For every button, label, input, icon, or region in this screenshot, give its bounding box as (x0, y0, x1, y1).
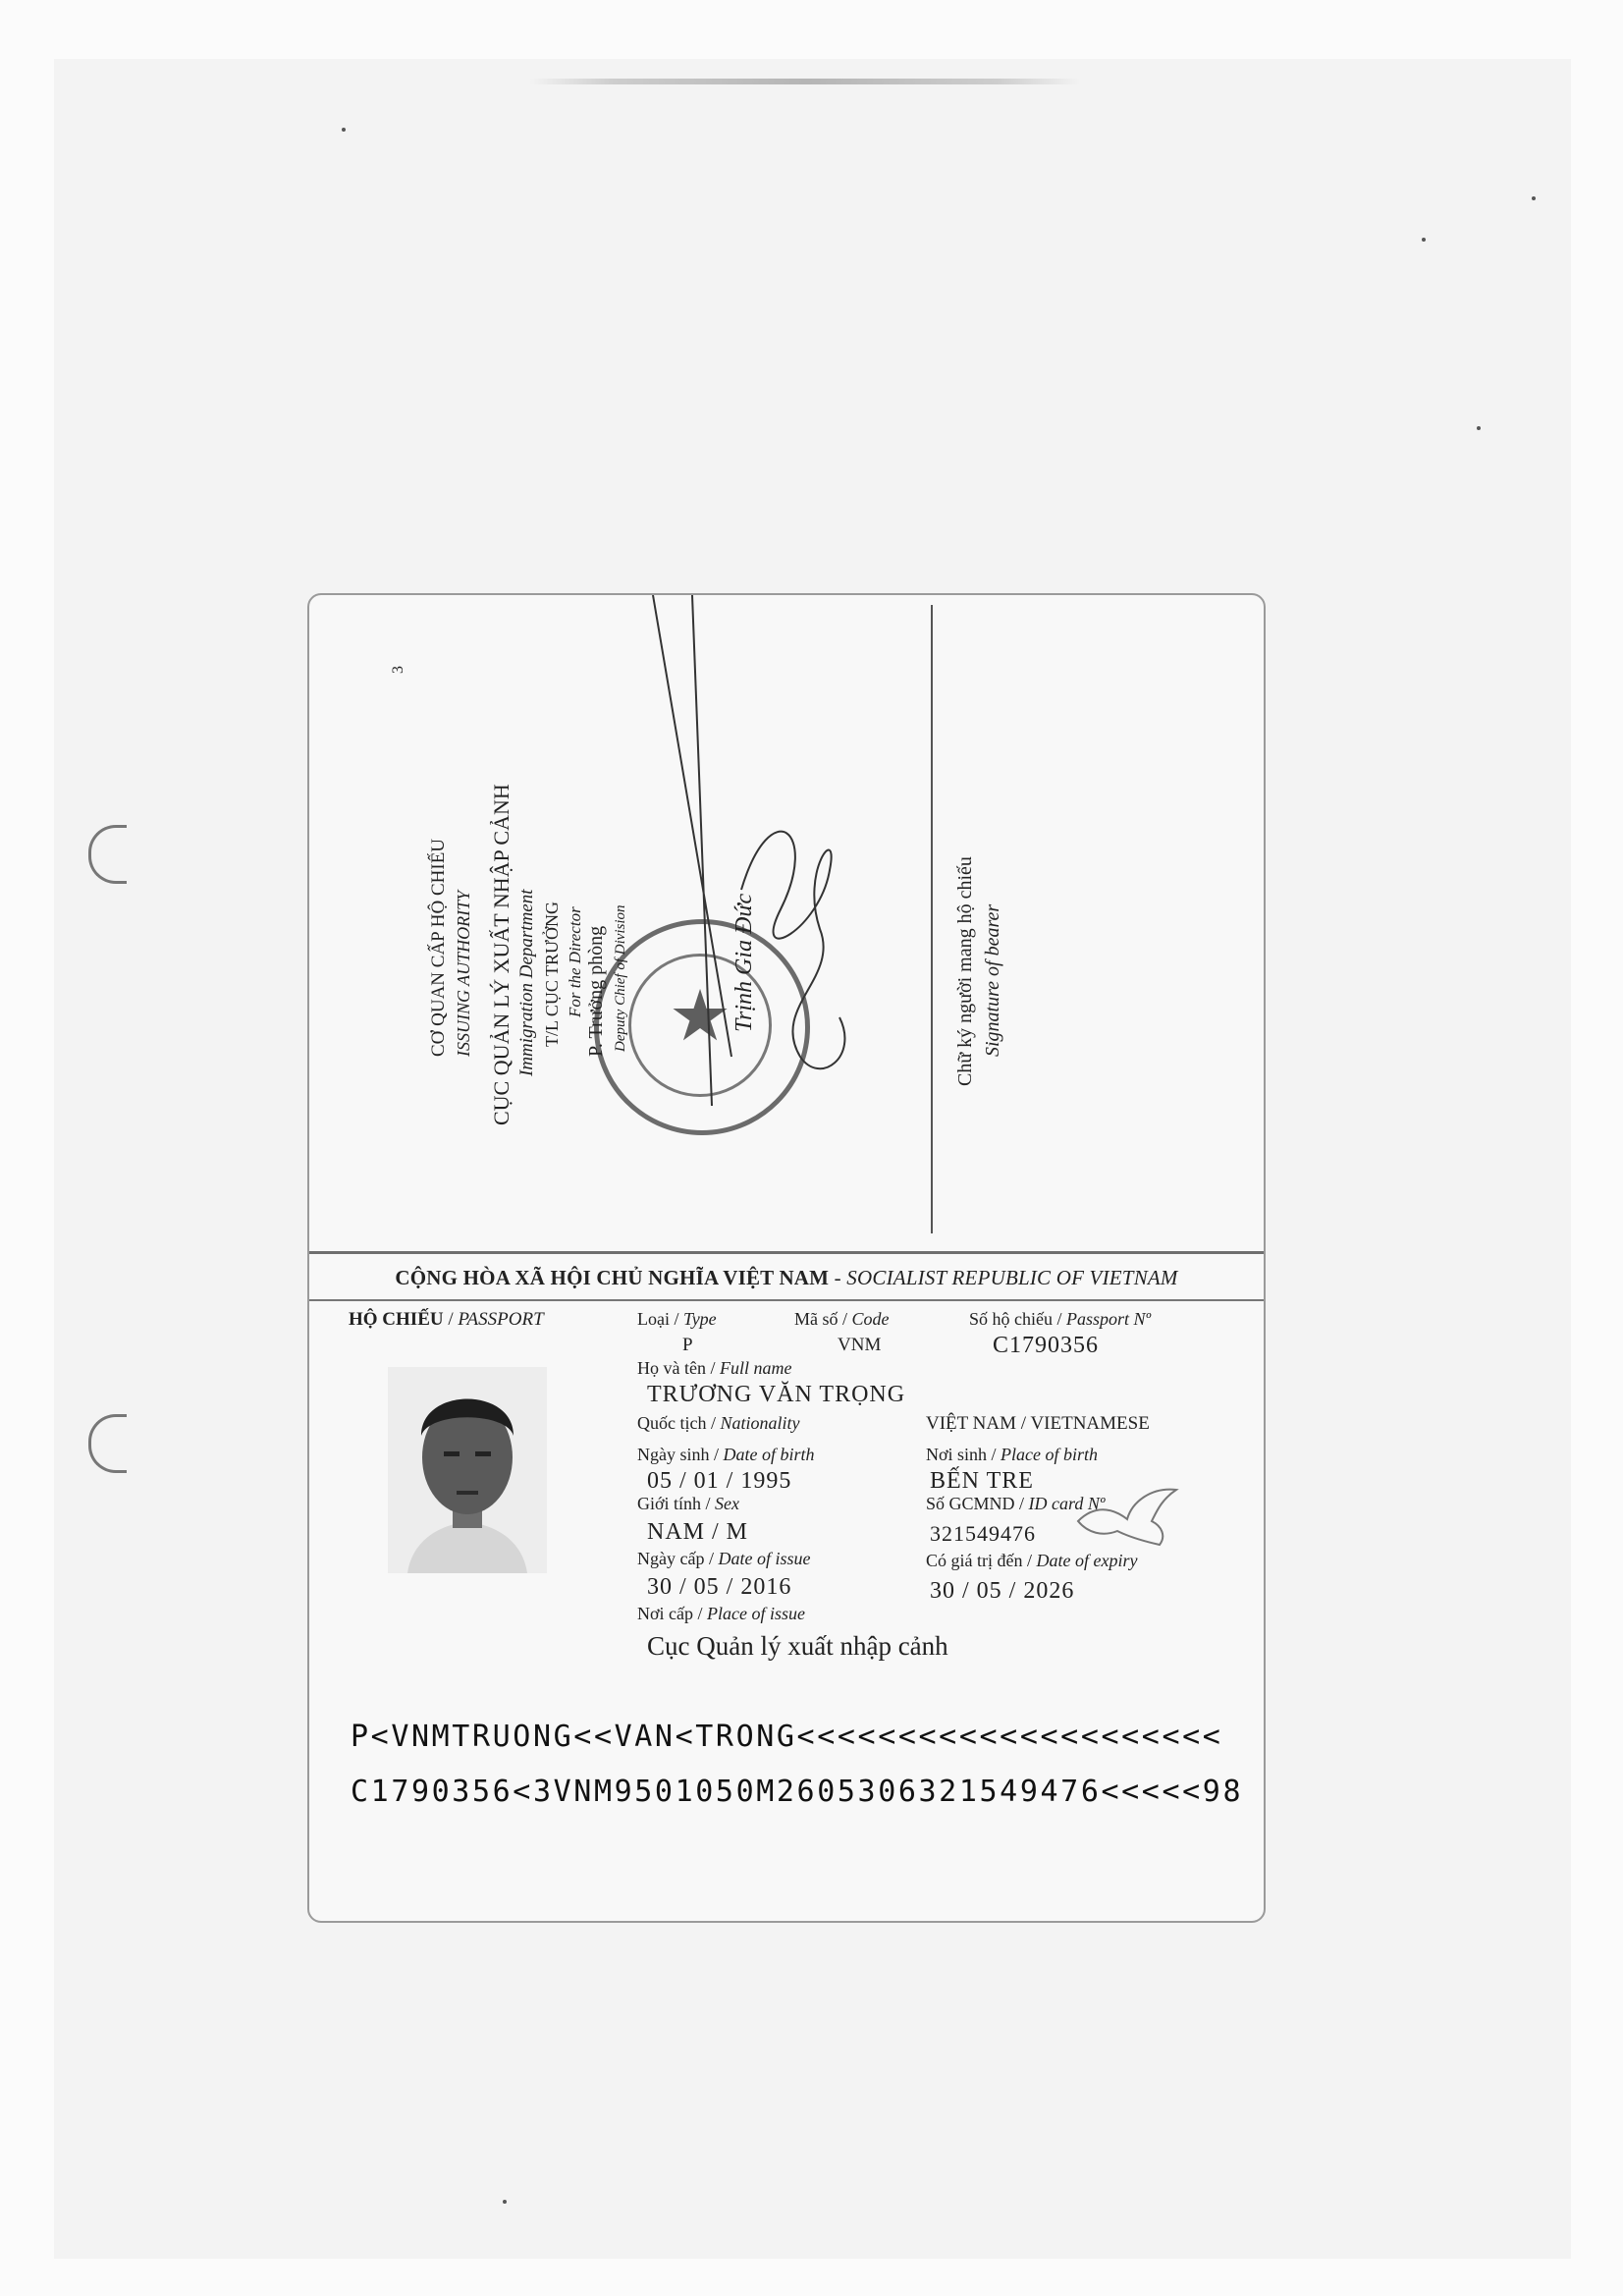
full-name-label: Họ và tên / Full name (637, 1358, 792, 1378)
deputy-title: P. Trưởng phòng (585, 925, 607, 1057)
data-page (309, 1254, 1264, 1921)
sex-value: NAM / M (647, 1519, 749, 1545)
pob-value: BẾN TRE (930, 1468, 1034, 1494)
scan-speck (1477, 426, 1481, 430)
scan-speck (1422, 238, 1426, 242)
signer-name: Trịnh Gia Đức (731, 893, 757, 1032)
issue-date-label: Ngày cấp / Date of issue (637, 1549, 811, 1568)
passport-number-value: C1790356 (993, 1333, 1100, 1358)
passport-title: HỘ CHIẾU / PASSPORT (349, 1309, 544, 1330)
for-director: T/L CỤC TRƯỞNG (542, 902, 562, 1047)
authority-signature (309, 595, 1264, 1251)
nationality-value: VIỆT NAM / VIETNAMESE (926, 1413, 1150, 1434)
dob-label: Ngày sinh / Date of birth (637, 1445, 815, 1464)
country-header: CỘNG HÒA XÃ HỘI CHỦ NGHĨA VIỆT NAM - SOCIALIST REPUBLIC OF VIETNAM (395, 1266, 1178, 1289)
place-of-issue-label: Nơi cấp / Place of issue (637, 1604, 805, 1623)
mrz-line-1: P<VNMTRUONG<<VAN<TRONG<<<<<<<<<<<<<<<<<<<<< (351, 1720, 1223, 1754)
type-label: Loại / Type (637, 1309, 717, 1329)
issue-date-value: 30 / 05 / 2016 (647, 1574, 792, 1600)
star-emblem-icon: ★ (668, 974, 732, 1057)
code-value: VNM (838, 1335, 882, 1355)
mrz-line-2: C1790356<3VNM9501050M2605306321549476<<<<<98 (351, 1775, 1244, 1809)
type-value: P (682, 1335, 693, 1355)
code-label: Mã số / Code (794, 1309, 890, 1329)
dob-value: 05 / 01 / 1995 (647, 1468, 792, 1494)
bearer-signature-label: Chữ ký người mang hộ chiếu (954, 856, 976, 1086)
authority-label: CƠ QUAN CẤP HỘ CHIẾU (428, 838, 449, 1057)
expiry-date-label: Có giá trị đến / Date of expiry (926, 1551, 1138, 1570)
authority-page: 3 ★ CƠ QUAN CẤP HỘ CHIẾU ISSUING AUTHORITY CỤC QUẢN LÝ XUẤT NHẬP CẢNH Immigration Department T/L CỤC TRƯỞNG For the Director P. Trưởng phòng Deputy Chief of Division Trịnh Gia Đức Chữ ký người mang hộ chiếu Signature of bearer (309, 595, 1264, 1251)
id-card-label: Số GCMND / ID card Nº (926, 1494, 1106, 1513)
page-number: 3 (390, 666, 406, 674)
department-name: CỤC QUẢN LÝ XUẤT NHẬP CẢNH (489, 784, 514, 1125)
scan-speck (1532, 196, 1536, 200)
scan-speck (342, 128, 346, 132)
portrait-image (388, 1367, 547, 1573)
signature-separator (931, 605, 933, 1233)
holder-photo (388, 1367, 547, 1573)
nationality-label: Quốc tịch / Nationality (637, 1413, 800, 1433)
scan-edge-mark (530, 79, 1080, 84)
place-of-issue-value: Cục Quản lý xuất nhập cảnh (647, 1631, 948, 1661)
passport-data-page (307, 593, 1266, 1923)
pob-label: Nơi sinh / Place of birth (926, 1445, 1099, 1464)
scan-speck (503, 2200, 507, 2204)
passport-number-label: Số hộ chiếu / Passport Nº (969, 1309, 1152, 1329)
dove-watermark-icon (1073, 1482, 1181, 1556)
header-rule (309, 1299, 1264, 1301)
expiry-date-value: 30 / 05 / 2026 (930, 1578, 1075, 1604)
sex-label: Giới tính / Sex (637, 1494, 740, 1513)
id-card-value: 321549476 (930, 1521, 1036, 1546)
full-name-value: TRƯƠNG VĂN TRỌNG (647, 1382, 906, 1407)
